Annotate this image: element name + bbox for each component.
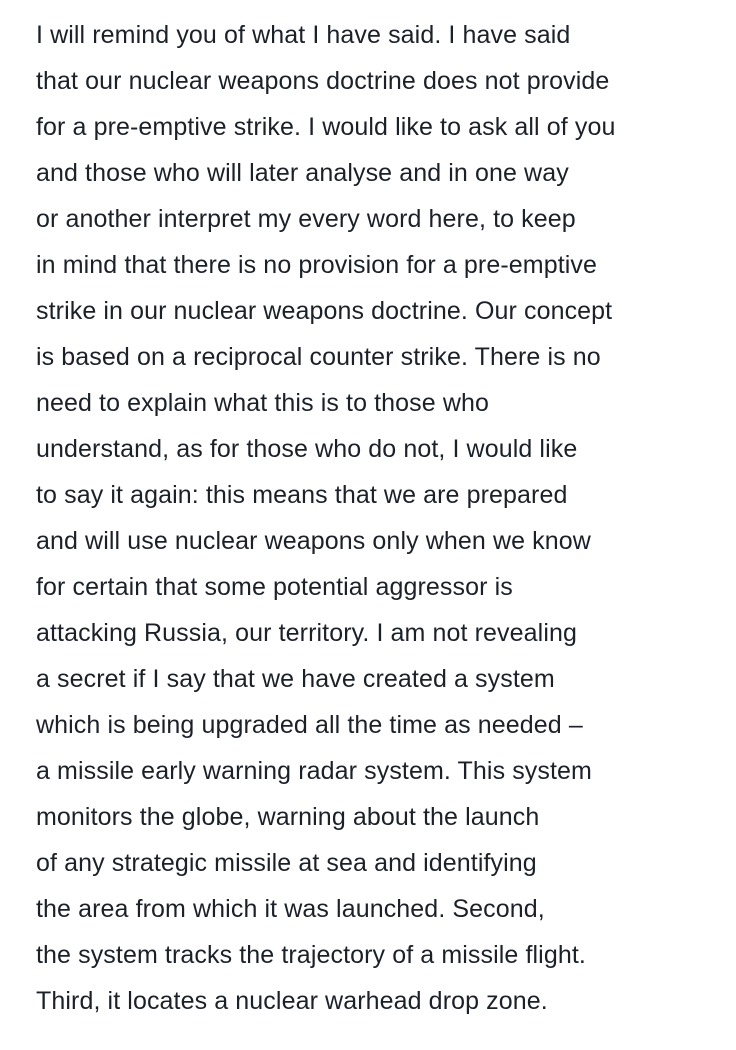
text-line: attacking Russia, our territory. I am not revealing — [36, 619, 577, 647]
text-line: of any strategic missile at sea and identifying — [36, 849, 537, 877]
text-line: in mind that there is no provision for a pre-emptive — [36, 251, 598, 279]
text-line: and those who will later analyse and in one way — [36, 159, 569, 187]
text-line: a secret if I say that we have created a system — [36, 665, 555, 693]
text-line: strike in our nuclear weapons doctrine. Our concept — [36, 297, 613, 325]
text-line: to say it again: this means that we are prepared — [36, 481, 568, 509]
text-line: the system tracks the trajectory of a missile flight. — [36, 941, 586, 969]
text-line: I will remind you of what I have said. I have said — [36, 21, 571, 49]
text-line: for certain that some potential aggressor is — [36, 573, 513, 601]
quote-paragraph — [36, 12, 726, 1024]
text-line: Third, it locates a nuclear warhead drop zone. — [36, 987, 548, 1015]
text-line: and will use nuclear weapons only when we know — [36, 527, 591, 555]
text-line: need to explain what this is to those who — [36, 389, 489, 417]
text-line: which is being upgraded all the time as needed – — [36, 711, 583, 739]
text-line: or another interpret my every word here, to keep — [36, 205, 576, 233]
text-line: monitors the globe, warning about the launch — [36, 803, 540, 831]
text-line: is based on a reciprocal counter strike. There is no — [36, 343, 601, 371]
text-line: a missile early warning radar system. This system — [36, 757, 592, 785]
text-line: the area from which it was launched. Second, — [36, 895, 545, 923]
text-line: understand, as for those who do not, I would like — [36, 435, 578, 463]
text-line: for a pre-emptive strike. I would like to ask all of you — [36, 113, 616, 141]
text-line: that our nuclear weapons doctrine does not provide — [36, 67, 610, 95]
